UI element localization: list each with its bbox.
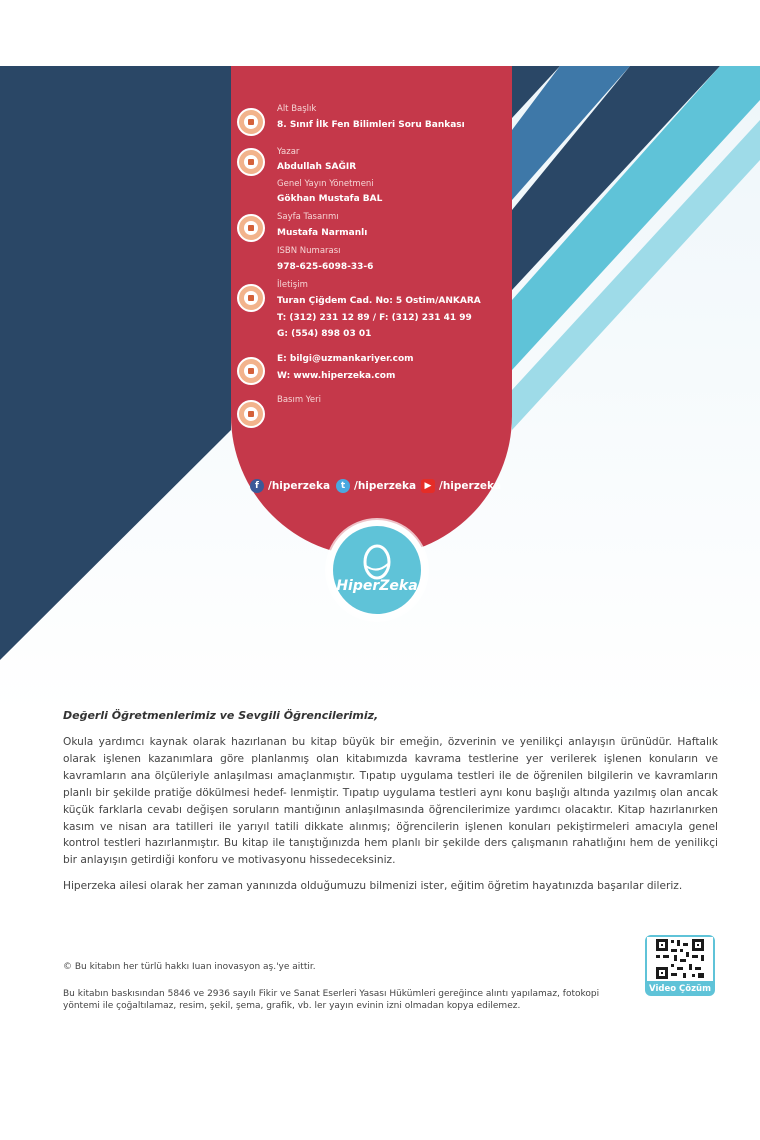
colophon-panel — [231, 66, 512, 486]
facebook-handle: /hiperzeka — [268, 480, 331, 492]
yazar-label: Yazar — [277, 147, 300, 157]
email: E: bilgi@uzmankariyer.com — [277, 354, 414, 364]
genel-yayin-label: Genel Yayın Yönetmeni — [277, 179, 374, 189]
qr-caption: Video Çözüm — [645, 983, 715, 996]
author-icon — [237, 148, 265, 176]
book-icon — [237, 108, 265, 136]
isbn-value: 978-625-6098-33-6 — [277, 262, 374, 272]
iletisim-label: İletişim — [277, 280, 308, 290]
qr-code — [647, 937, 713, 981]
legal-notice: Bu kitabın baskısından 5846 ve 2936 sayılı Fikir ve Sanat Eserleri Yasası Hükümleri gereğince alıntı yapılamaz, fotokopi yöntemi ile çoğaltılamaz, resim, şekil, şema, grafik, vb. ler yayın evinin izni olmadan kopya edilemez. — [63, 989, 600, 1011]
social-facebook[interactable] — [250, 479, 330, 493]
contact-icon — [237, 284, 265, 312]
twitter-handle: /hiperzeka — [354, 480, 417, 492]
social-youtube[interactable] — [421, 479, 501, 493]
facebook-icon: f — [250, 479, 264, 493]
letter-paragraph-2: Hiperzeka ailesi olarak her zaman yanınızda olduğumuzu bilmenizi ister, eğitim öğretim hayatınızda başarılar dileriz. — [63, 880, 683, 892]
gsm: G: (554) 898 03 01 — [277, 329, 372, 339]
alt-baslik-value: 8. Sınıf İlk Fen Bilimleri Soru Bankası — [277, 120, 465, 130]
design-icon — [237, 214, 265, 242]
social-twitter[interactable] — [336, 479, 416, 493]
letter-paragraph-1: Okula yardımcı kaynak olarak hazırlanan bu kitap büyük bir emeğin, özverinin ve yenilikçi anlayışın ürünüdür. Haftalık olarak işlenen kazanımlara göre planlanmış olan kitabımızda kavrama testlerine yer verilerek işlenen konuların ve kavramların ana ölçüleriyle anlaşılması amaçlanmıştır. Tıpatıp uygulama testleri ile de öğrenilen bilgilerin ve kavramların planlı bir şekilde pratiğe dökülmesi hedef- lenmiştir. Tıpatıp uygulama testleri aynı konu başlığı altında yazılmış olan ancak küçük farklarla cevabı değişen soruların mantığının anlaşılmasında öğrencilerimize yardımcı olacaktır. Kitap hazırlanırken kasım ve nisan ara tatilleri ile yarıyıl tatili dikkate alınmış; öğrencilerin işlenen konuları pekiştirmeleri amacıyla genel kontrol testleri hazırlanmıştır. Bu kitap ile tanıştığınızda hem planlı bir şekilde ders çalışmanın rahatlığını hem de yenilikçi bir anlayışın getirdiği konforu ve motivasyonu hissedeceksiniz. — [63, 736, 718, 867]
sayfa-tasarimi-label: Sayfa Tasarımı — [277, 212, 339, 222]
isbn-label: ISBN Numarası — [277, 246, 341, 256]
sayfa-tasarimi-value: Mustafa Narmanlı — [277, 228, 368, 238]
printer-icon — [237, 400, 265, 428]
youtube-handle: /hiperzeka — [439, 480, 502, 492]
greeting: Değerli Öğretmenlerimiz ve Sevgili Öğrencilerimiz, — [63, 709, 379, 722]
website: W: www.hiperzeka.com — [277, 371, 396, 381]
egg-icon — [333, 526, 421, 614]
hiperzeka-logo — [327, 520, 427, 620]
logo-text: HiperZeka — [336, 578, 418, 594]
yazar-value: Abdullah SAĞIR — [277, 162, 357, 172]
twitter-icon: t — [336, 479, 350, 493]
youtube-icon: ▶ — [421, 479, 435, 493]
basim-yeri-label: Basım Yeri — [277, 395, 321, 405]
web-icon — [237, 357, 265, 385]
genel-yayin-value: Gökhan Mustafa BAL — [277, 194, 383, 204]
address: Turan Çiğdem Cad. No: 5 Ostim/ANKARA — [277, 296, 481, 306]
alt-baslik-label: Alt Başlık — [277, 104, 317, 114]
copyright-notice: © Bu kitabın her türlü hakkı Iuan inovasyon aş.'ye aittir. — [63, 962, 316, 972]
phone-fax: T: (312) 231 12 89 / F: (312) 231 41 99 — [277, 313, 472, 323]
